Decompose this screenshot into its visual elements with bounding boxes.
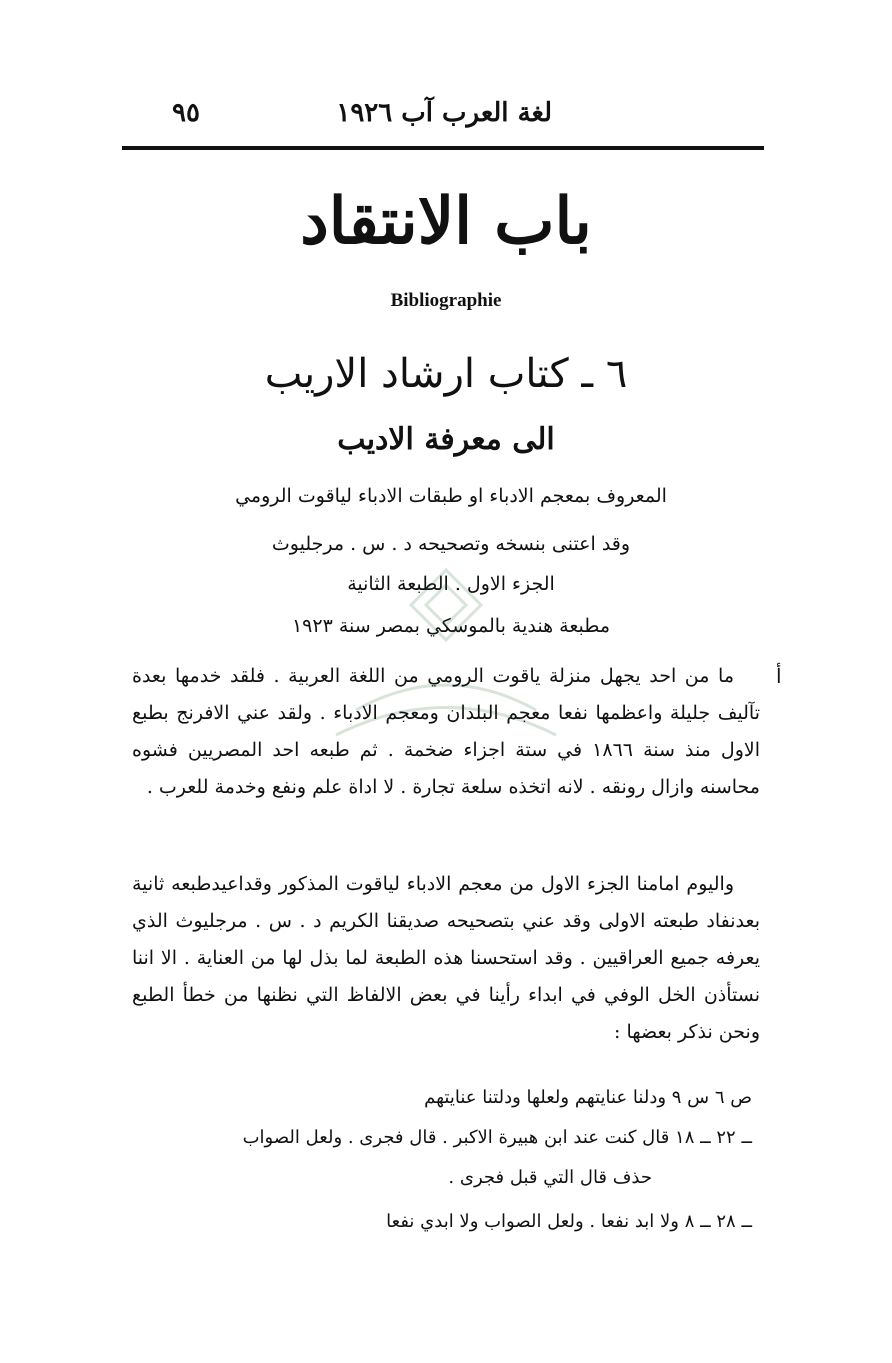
body-paragraph: واليوم امامنا الجزء الاول من معجم الادباء لياقوت المذكور وقداعيدطبعه ثانية بعدنفاد طبعته الاولى وقد عني بتصحيحه صديقنا الكريم د . س . مرجليوث الذي يعرفه جميع العراقيين . وقد استحسنا هذه الطبعة لما بذل لها من العناية . الا اننا نستأذن الخل الوفي في ابداء رأينا في بعض الالفاظ التي نظنها من خطأ الطبع ونحن نذكر بعضها : <box>132 873 760 1043</box>
book-info-line: المعروف بمعجم الادباء او طبقات الادباء لياقوت الرومي <box>235 485 667 507</box>
book-info-line: مطبعة هندية بالموسكي بمصر سنة ١٩٢٣ <box>291 615 611 637</box>
book-title: ٦ ـ كتاب ارشاد الاريب <box>264 351 628 397</box>
section-title: باب الانتقاد <box>300 184 592 259</box>
errata-line: ــ ٢٢ ــ ١٨ قال كنت عند ابن هبيرة الاكبر . قال فجرى . ولعل الصواب <box>242 1127 752 1148</box>
header-rule <box>122 146 764 150</box>
margin-mark: أ <box>776 664 782 688</box>
errata-line-continued: حذف قال التي قبل فجرى . <box>448 1167 652 1188</box>
errata-line: ــ ٢٨ ــ ٨ ولا ابد نفعا . ولعل الصواب ولا ابدي نفعا <box>386 1211 752 1232</box>
body-paragraph: ما من احد يجهل منزلة ياقوت الرومي من اللغة العربية . فلقد خدمها بعدة تآليف جليلة واعظمها نفعا معجم البلدان ومعجم الادباء . ولقد عني الافرنج بطبع الاول منذ سنة ١٨٦٦ في ستة اجزاء ضخمة . ثم طبعه احد المصريين فشوه محاسنه وازال رونقه . لانه اتخذه سلعة تجارة . لا اداة علم ونفع وخدمة للعرب . <box>132 665 761 798</box>
running-header-title: لغة العرب آب ١٩٢٦ <box>336 98 552 128</box>
book-subtitle: الى معرفة الاديب <box>337 422 555 457</box>
book-info-line: وقد اعتنى بنسخه وتصحيحه د . س . مرجليوث <box>271 533 631 555</box>
page-number: ٩٥ <box>172 98 200 128</box>
section-subtitle: Bibliographie <box>390 290 502 311</box>
errata-line: ص ٦ س ٩ ودلنا عنايتهم ولعلها ودلتنا عنايتهم <box>424 1087 752 1108</box>
book-info-line: الجزء الاول . الطبعة الثانية <box>347 573 555 595</box>
